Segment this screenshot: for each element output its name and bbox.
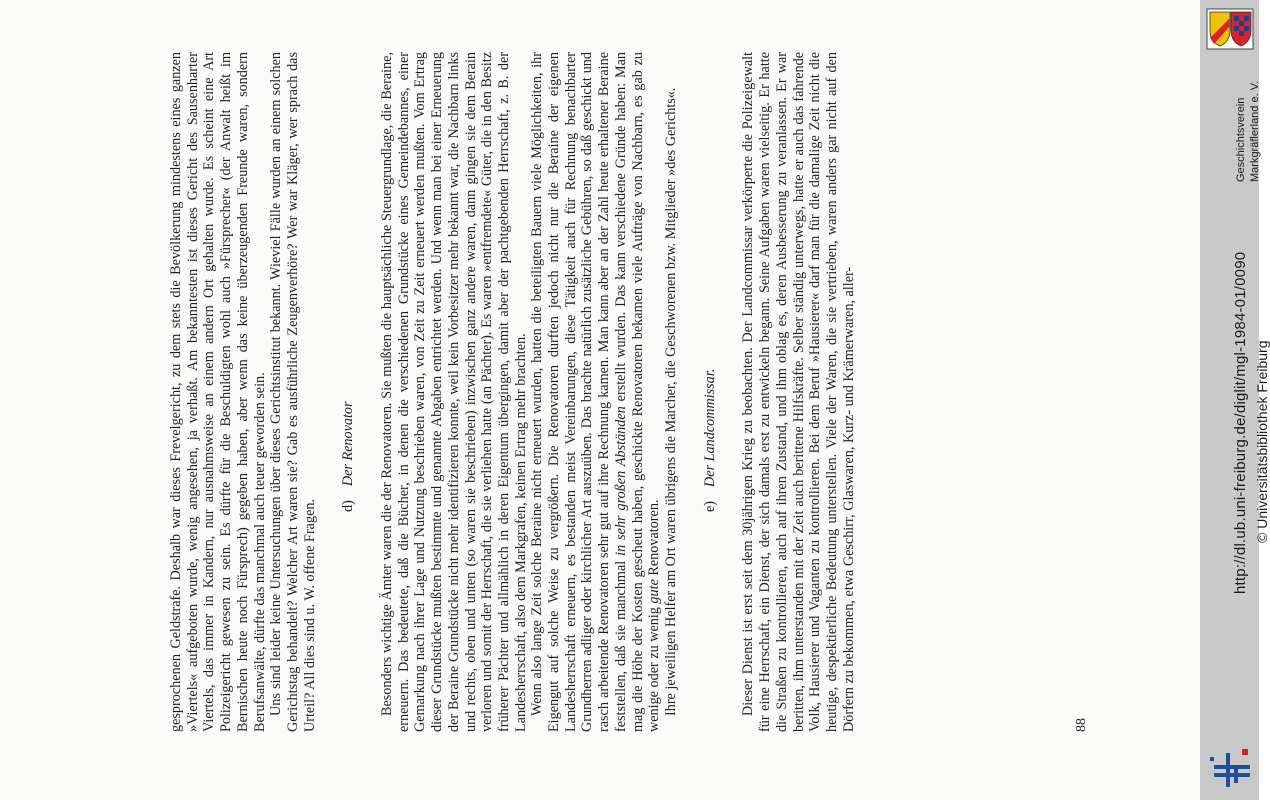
section-heading-d (340, 52, 357, 732)
section-title: Der Landcommissar. (701, 368, 718, 487)
text-run: erstellt wurden. Das kann verschiedene Gründe haben: Man mag die Höhe der Kosten gescheut haben, geschickte Renovatoren bekamen viele Aufträge von Nachbarn, es gab zu wenige oder zu wenig (612, 51, 663, 732)
paragraph: Besonders wichtige Ämter waren die der Renovatoren. Sie mußten die hauptsächliche Steuergrundlage, die Beraine, erneuern. Das bedeutete, daß die Bücher, in denen die verschiedenen Grundstücke eines Gemeindebannes, einer Gemarkung nach ihrer Lage und Nutzung beschrieben waren, von Zeit zu Zeit erneuert werden mußten. Vom Ertrag dieser Grundstücke mußten bestimmte und genannte Abgaben entrichtet werden. Und wenn man bei einer Erneuerung der Beraine Grundstücke nicht mehr identifizieren konnte, weil kein Vorbesitzer mehr bekannt war, die Nachbarn links und rechts, oben und unten (so waren sie beschrieben) inzwischen ganz andere waren, dann gingen sie dem Berain verloren und somit der Herrschaft, die sie verliehen hatte (an Pächter). Es waren »entfremdete« Güter, die in den Besitz früherer Pächter und allmählich in deren Eigentum übergingen, damit aber der pachtgebenden Herrschaft, z. B. der Landesherrschaft, also dem Markgrafen, keinen Ertrag mehr brachten. (379, 52, 529, 732)
paragraph: Uns sind leider keine Untersuchungen über dieses Gerichtsinstitut bekannt. Wieviel Fälle wurden an einem solchen Gerichtstag behandelt? Welcher Art waren sie? Gab es ausführliche Zeugenverhöre? Wer war Kläger, wer sprach das Urteil? All dies sind u. W. offene Fragen. (268, 52, 318, 732)
paragraph: Ihre jeweiligen Helfer am Ort waren übrigens die Marcher, die Geschworenen bzw. Mitglieder »des Gerichts«. (662, 87, 679, 716)
text-run: Renovatoren. (646, 499, 663, 580)
paragraph: gesprochenen Geldstrafe. Deshalb war dieses Frevelgericht, zu dem stets die Bevölkerung mindestens eines ganzen »Viertels« aufgeboten wurde, wenig angesehen, ja verhaßt. Am bekanntesten ist dieses Gericht des Sausenharter Viertels, das immer in Kandern, nur ausnahmsweise an einem andern Ort gehalten wurde. Es scheint eine Art Polizeigericht gewesen zu sein. Es dürfte für die Beschuldigten wohl auch »Fürsprecher« (der Anwalt heißt im Bernischen heute noch Fürsprech) gegeben haben, aber wenn das keine überzeugenden Freunde waren, sondern Berufsanwälte, dürfte das manchmal auch teuer geworden sein. (168, 52, 268, 732)
section-label: d) (340, 500, 357, 512)
body-text (168, 52, 857, 732)
section-heading-e (702, 52, 719, 732)
paragraph (529, 52, 663, 732)
society-name-line2: Markgräflerland e. V. (1249, 80, 1261, 182)
italic-text: gute (646, 579, 663, 604)
paragraph: Dieser Dienst ist erst seit dem 30jährigen Krieg zu beobachten. Der Landcommissar verkörperte die Polizeigewalt für eine Herrschaft, ein Dienst, der sich damals erst zu entwickeln begann. Seine Aufgaben waren vielseitig. Er hatte die Straßen zu kontrollieren, auch auf ihren Zustand, und ihm oblag es, deren Ausbesserung zu veranlassen. Er war beritten, ihm unterstanden mit der Zeit auch berittene Hilfskräfte. Selber ständig unterwegs, hatte er auch das fahrende Volk, Hausierer und Vaganten zu kontrollieren. Bei dem Beruf »Hausierer« darf man für die damalige Zeit nicht die heutige, despektierliche Bedeutung unterstellen. Viele der Waren, die sie vertrieben, waren anders gar nicht auf den Dörfern zu bekommen, etwa Geschirr, Glaswaren, Kurz- und Krämerwaren, aller- (740, 52, 857, 732)
section-label: e) (701, 500, 718, 512)
ub-freiburg-logo-icon (1206, 745, 1254, 790)
society-name-line1: Geschichtsverein (1235, 97, 1247, 182)
text-run: Wenn also lange Zeit solche Beraine nicht erneuert wurden, hatten die beteiligten Bauern viele Möglichkeiten, ihr Eigengut auf solche Weise zu vergrößern. Die Renovatoren durften jedoch nicht nur die Beraine der eigenen Landesherrschaft erneuern, es bestanden meist Vereinbarungen, diese Tätigkeit auch für Rechnung benachbarter Grundherren adliger oder kirchlicher Art auszuüben. Das brachte natürlich zusätzliche Gebühren, so daß geschickt und rasch arbeitende Renovatoren sehr gut auf ihre Rechnung kamen. Man kann aber an der Zahl heute erhaltener Beraine feststellen, daß sie manchmal (529, 52, 629, 732)
coat-of-arms-icon (1206, 8, 1254, 50)
section-title: Der Renovator (340, 401, 357, 487)
italic-text: in sehr großen Abständen (612, 406, 629, 556)
source-url-link[interactable]: http://dl.ub.uni-freiburg.de/diglit/mgl-1984-01/0090 (1232, 251, 1249, 594)
rotated-page-content (70, 10, 1130, 790)
copyright-notice: © Universitätsbibliothek Freiburg (1254, 340, 1270, 543)
page-number: 88 (1074, 718, 1089, 732)
